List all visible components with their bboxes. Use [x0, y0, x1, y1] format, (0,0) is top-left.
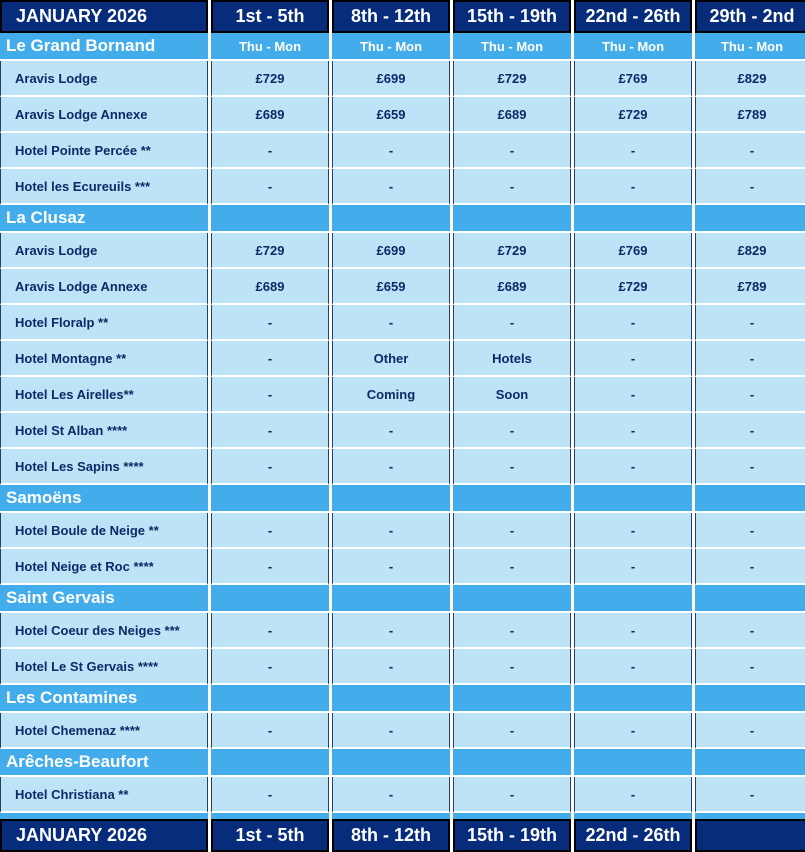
section-week-cell	[574, 749, 692, 777]
price-cell: £729	[211, 233, 329, 269]
hotel-name: Aravis Lodge Annexe	[0, 97, 208, 133]
price-cell: -	[211, 377, 329, 413]
price-cell: -	[211, 341, 329, 377]
footer-month-title: JANUARY 2026	[0, 819, 208, 852]
price-cell: -	[211, 449, 329, 485]
section-week-cell	[453, 585, 571, 613]
price-cell: -	[574, 305, 692, 341]
resort-heading-saint-gervais: Saint Gervais	[0, 585, 208, 613]
footer-week-header-2: 8th - 12th	[332, 819, 450, 852]
hotel-name: Aravis Lodge Annexe	[0, 269, 208, 305]
price-cell: -	[574, 777, 692, 813]
hotel-name: Hotel Le St Gervais ****	[0, 649, 208, 685]
price-cell: £829	[695, 61, 805, 97]
price-cell: £769	[574, 233, 692, 269]
price-cell: -	[695, 613, 805, 649]
price-cell: -	[695, 341, 805, 377]
section-week-cell	[453, 685, 571, 713]
price-cell: -	[574, 449, 692, 485]
resort-heading-les-contamines: Les Contamines	[0, 685, 208, 713]
section-week-cell	[453, 749, 571, 777]
price-cell: -	[332, 713, 450, 749]
week-header-1: 1st - 5th	[211, 0, 329, 33]
section-week-cell	[695, 485, 805, 513]
section-week-cell	[574, 205, 692, 233]
price-cell: -	[574, 413, 692, 449]
price-cell: -	[211, 513, 329, 549]
price-cell: -	[574, 377, 692, 413]
price-cell: -	[332, 413, 450, 449]
price-cell: -	[211, 777, 329, 813]
price-cell: -	[695, 133, 805, 169]
hotel-name: Hotel Pointe Percée **	[0, 133, 208, 169]
price-cell: £829	[695, 233, 805, 269]
price-cell: -	[453, 549, 571, 585]
week-header-3: 15th - 19th	[453, 0, 571, 33]
price-cell: -	[695, 713, 805, 749]
section-week-cell	[574, 485, 692, 513]
price-cell: -	[695, 377, 805, 413]
price-cell: -	[695, 169, 805, 205]
price-cell: -	[453, 513, 571, 549]
price-cell: -	[211, 613, 329, 649]
week-header-4: 22nd - 26th	[574, 0, 692, 33]
resort-heading-samo-ns: Samoëns	[0, 485, 208, 513]
section-week-cell	[332, 749, 450, 777]
section-week-cell	[453, 485, 571, 513]
price-cell: -	[332, 513, 450, 549]
section-week-cell	[332, 585, 450, 613]
footer-week-header-1: 1st - 5th	[211, 819, 329, 852]
price-cell: -	[332, 649, 450, 685]
hotel-name: Hotel Boule de Neige **	[0, 513, 208, 549]
price-cell: £689	[453, 269, 571, 305]
price-cell: £699	[332, 233, 450, 269]
price-cell: -	[695, 549, 805, 585]
price-cell: -	[453, 649, 571, 685]
price-cell: -	[211, 413, 329, 449]
price-cell: -	[574, 613, 692, 649]
section-week-cell	[574, 685, 692, 713]
price-cell: £729	[574, 269, 692, 305]
price-cell: £689	[211, 97, 329, 133]
price-cell: -	[332, 449, 450, 485]
price-cell: £699	[332, 61, 450, 97]
section-week-cell: Thu - Mon	[695, 33, 805, 61]
resort-heading-le-grand-bornand: Le Grand Bornand	[0, 33, 208, 61]
price-cell: -	[332, 549, 450, 585]
price-cell: Hotels	[453, 341, 571, 377]
hotel-name: Hotel Neige et Roc ****	[0, 549, 208, 585]
price-cell: -	[695, 649, 805, 685]
section-week-cell: Thu - Mon	[574, 33, 692, 61]
resort-heading-ar-ches-beaufort: Arêches-Beaufort	[0, 749, 208, 777]
price-cell: -	[453, 133, 571, 169]
hotel-name: Aravis Lodge	[0, 61, 208, 97]
month-title: JANUARY 2026	[0, 0, 208, 33]
footer-week-header-4: 22nd - 26th	[574, 819, 692, 852]
price-cell: -	[332, 305, 450, 341]
price-cell: Coming	[332, 377, 450, 413]
price-cell: £769	[574, 61, 692, 97]
price-cell: -	[695, 777, 805, 813]
price-cell: -	[332, 169, 450, 205]
price-cell: -	[453, 777, 571, 813]
price-cell: Soon	[453, 377, 571, 413]
resort-heading-la-clusaz: La Clusaz	[0, 205, 208, 233]
section-week-cell	[211, 749, 329, 777]
section-week-cell	[453, 205, 571, 233]
hotel-name: Aravis Lodge	[0, 233, 208, 269]
hotel-name: Hotel Montagne **	[0, 341, 208, 377]
section-week-cell	[332, 485, 450, 513]
section-week-cell	[211, 485, 329, 513]
hotel-name: Hotel St Alban ****	[0, 413, 208, 449]
price-cell: £659	[332, 269, 450, 305]
price-cell: -	[211, 549, 329, 585]
week-header-5: 29th - 2nd	[695, 0, 805, 33]
section-week-cell	[211, 205, 329, 233]
price-cell: -	[332, 133, 450, 169]
section-week-cell: Thu - Mon	[453, 33, 571, 61]
price-cell: -	[453, 613, 571, 649]
hotel-name: Hotel les Ecureuils ***	[0, 169, 208, 205]
price-cell: -	[453, 713, 571, 749]
price-cell: -	[211, 649, 329, 685]
price-cell: -	[574, 513, 692, 549]
hotel-name: Hotel Coeur des Neiges ***	[0, 613, 208, 649]
price-cell: £659	[332, 97, 450, 133]
section-week-cell	[695, 685, 805, 713]
price-cell: -	[332, 613, 450, 649]
section-week-cell	[211, 585, 329, 613]
price-cell: £729	[453, 233, 571, 269]
price-cell: -	[574, 649, 692, 685]
section-week-cell	[332, 205, 450, 233]
price-cell: -	[453, 413, 571, 449]
price-cell: -	[211, 713, 329, 749]
section-week-cell	[332, 685, 450, 713]
section-week-cell	[695, 749, 805, 777]
price-cell: -	[695, 513, 805, 549]
price-cell: -	[695, 305, 805, 341]
hotel-name: Hotel Chemenaz ****	[0, 713, 208, 749]
price-cell: -	[574, 341, 692, 377]
price-cell: £689	[453, 97, 571, 133]
section-week-cell	[695, 585, 805, 613]
price-cell: -	[695, 449, 805, 485]
price-cell: -	[211, 169, 329, 205]
section-week-cell: Thu - Mon	[211, 33, 329, 61]
price-cell: Other	[332, 341, 450, 377]
price-cell: -	[574, 713, 692, 749]
price-cell: -	[453, 305, 571, 341]
price-cell: -	[211, 133, 329, 169]
section-week-cell	[574, 585, 692, 613]
footer-week-header-5	[695, 819, 805, 852]
price-cell: -	[453, 169, 571, 205]
price-cell: -	[332, 777, 450, 813]
price-cell: £689	[211, 269, 329, 305]
section-week-cell: Thu - Mon	[332, 33, 450, 61]
section-week-cell	[695, 205, 805, 233]
price-cell: -	[453, 449, 571, 485]
price-cell: £729	[574, 97, 692, 133]
price-cell: £729	[453, 61, 571, 97]
footer-week-header-3: 15th - 19th	[453, 819, 571, 852]
hotel-name: Hotel Les Sapins ****	[0, 449, 208, 485]
week-header-2: 8th - 12th	[332, 0, 450, 33]
section-week-cell	[211, 685, 329, 713]
hotel-name: Hotel Les Airelles**	[0, 377, 208, 413]
hotel-name: Hotel Christiana **	[0, 777, 208, 813]
price-cell: -	[695, 413, 805, 449]
price-cell: -	[574, 549, 692, 585]
price-cell: £729	[211, 61, 329, 97]
price-cell: £789	[695, 269, 805, 305]
price-cell: £789	[695, 97, 805, 133]
price-cell: -	[574, 133, 692, 169]
price-cell: -	[574, 169, 692, 205]
price-cell: -	[211, 305, 329, 341]
hotel-name: Hotel Floralp **	[0, 305, 208, 341]
